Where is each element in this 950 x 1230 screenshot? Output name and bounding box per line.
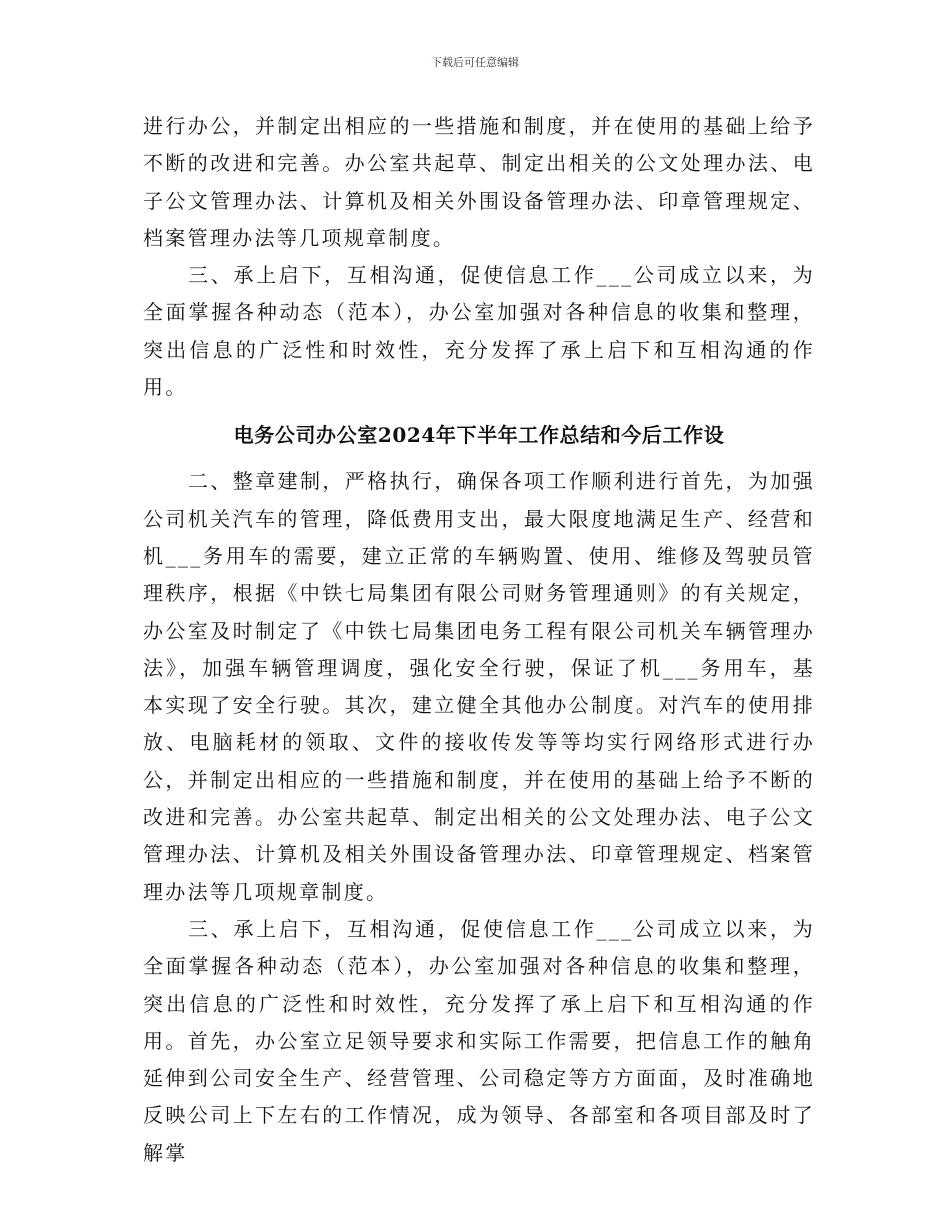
document-title: 电务公司办公室2024年下半年工作总结和今后工作设	[233, 423, 725, 448]
paragraph-section-three-repeat: 三、承上启下，互相沟通，促使信息工作___公司成立以来，为全面掌握各种动态（范本），办公室加强对各种信息的收集和整理，突出信息的广泛性和时效性，充分发挥了承上启下和互相沟通的作用。首先，办公室立足领导要求和实际工作需要，把信息工作的触角延伸到公司安全生产、经营管理、公司稳定等方方面面，及时准确地反映公司上下左右的工作情况，成为领导、各部室和各项目部及时了解掌	[143, 916, 815, 1165]
paragraph-section-two: 二、整章建制，严格执行，确保各项工作顺利进行首先，为加强公司机关汽车的管理，降低费用支出，最大限度地满足生产、经营和机___务用车的需要，建立正常的车辆购置、使用、维修及驾驶员管理秩序，根据《中铁七局集团有限公司财务管理通则》的有关规定，办公室及时制定了《中铁七局集团电务工程有限公司机关车辆管理办法》，加强车辆管理调度，强化安全行驶，保证了机___务用车，基本实现了安全行驶。其次，建立健全其他办公制度。对汽车的使用排放、电脑耗材的领取、文件的接收传发等等均实行网络形式进行办公，并制定出相应的一些措施和制度，并在使用的基础上给予不断的改进和完善。办公室共起草、制定出相关的公文处理办法、电子公文管理办法、计算机及相关外围设备管理办法、印章管理规定、档案管理办法等几项规章制度。	[143, 469, 815, 904]
document-body	[143, 108, 815, 1172]
paragraph-continuation: 进行办公，并制定出相应的一些措施和制度，并在使用的基础上给予不断的改进和完善。办公室共起草、制定出相关的公文处理办法、电子公文管理办法、计算机及相关外围设备管理办法、印章管理规定、档案管理办法等几项规章制度。	[143, 114, 815, 250]
page-header: 下载后可任意编辑	[431, 56, 519, 69]
paragraph-section-three: 三、承上启下，互相沟通，促使信息工作___公司成立以来，为全面掌握各种动态（范本），办公室加强对各种信息的收集和整理，突出信息的广泛性和时效性，充分发挥了承上启下和互相沟通的作用。	[143, 263, 815, 400]
